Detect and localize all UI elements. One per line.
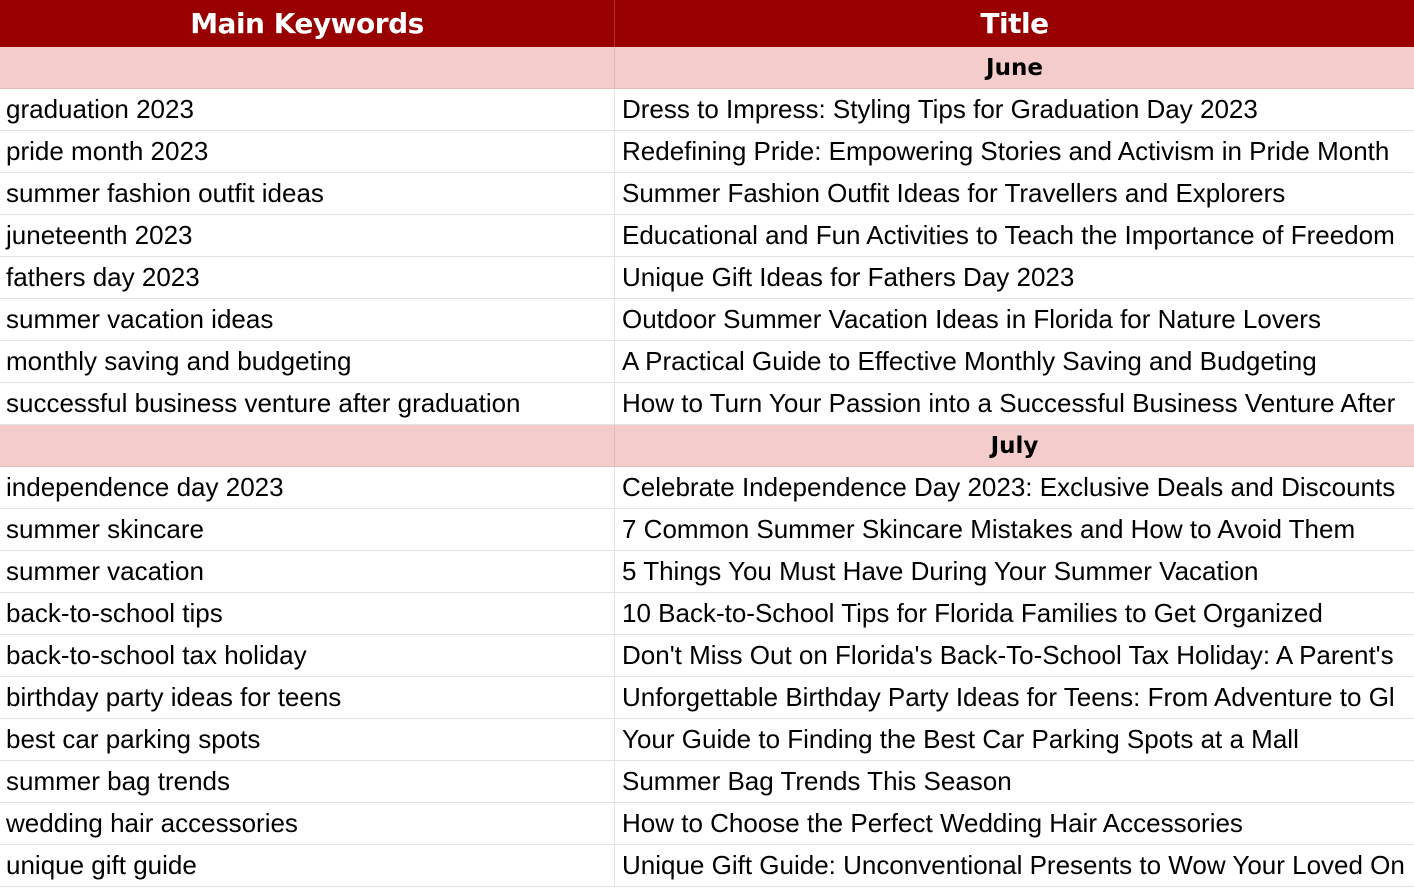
title-cell[interactable]: Summer Bag Trends This Season (622, 766, 1012, 796)
month-row-june (0, 47, 1414, 89)
table-row (0, 803, 1414, 845)
header-cell-main-keywords[interactable]: Main Keywords (0, 0, 615, 47)
keyword-cell[interactable]: unique gift guide (0, 845, 615, 886)
table-row (0, 845, 1414, 887)
table-row (0, 467, 1414, 509)
keyword-cell[interactable]: pride month 2023 (0, 131, 615, 172)
keyword-cell[interactable]: fathers day 2023 (0, 257, 615, 298)
keyword-cell[interactable]: back-to-school tax holiday (0, 635, 615, 676)
keyword-cell[interactable]: graduation 2023 (0, 89, 615, 130)
title-cell[interactable]: 10 Back-to-School Tips for Florida Families to Get Organized (622, 598, 1323, 628)
table-row (0, 509, 1414, 551)
keyword-cell[interactable]: successful business venture after graduation (0, 383, 615, 424)
table-row (0, 257, 1414, 299)
title-cell[interactable]: Unforgettable Birthday Party Ideas for Teens: From Adventure to Gl (622, 682, 1395, 712)
table-row (0, 593, 1414, 635)
keyword-cell[interactable]: summer bag trends (0, 761, 615, 802)
keyword-cell[interactable]: wedding hair accessories (0, 803, 615, 844)
title-cell[interactable]: Celebrate Independence Day 2023: Exclusive Deals and Discounts (622, 472, 1396, 502)
table-row (0, 89, 1414, 131)
month-cell-label[interactable]: June (986, 54, 1043, 81)
table-row (0, 383, 1414, 425)
table-row (0, 173, 1414, 215)
title-cell[interactable]: Your Guide to Finding the Best Car Parking Spots at a Mall (622, 724, 1299, 754)
title-cell[interactable]: Redefining Pride: Empowering Stories and Activism in Pride Month (622, 136, 1390, 166)
table-row (0, 761, 1414, 803)
month-cell-label[interactable]: July (990, 432, 1039, 459)
title-cell[interactable]: Summer Fashion Outfit Ideas for Travellers and Explorers (622, 178, 1286, 208)
table-row (0, 677, 1414, 719)
table-row (0, 131, 1414, 173)
month-row-july (0, 425, 1414, 467)
keyword-cell[interactable]: summer vacation ideas (0, 299, 615, 340)
keyword-cell[interactable]: summer skincare (0, 509, 615, 550)
keyword-cell[interactable]: back-to-school tips (0, 593, 615, 634)
title-cell[interactable]: Unique Gift Guide: Unconventional Presents to Wow Your Loved On (622, 850, 1405, 880)
table-row (0, 719, 1414, 761)
title-cell[interactable]: 5 Things You Must Have During Your Summer Vacation (622, 556, 1259, 586)
keyword-cell[interactable]: independence day 2023 (0, 467, 615, 508)
header-cell-title[interactable]: Title (980, 7, 1049, 40)
keyword-cell[interactable]: monthly saving and budgeting (0, 341, 615, 382)
table-row (0, 551, 1414, 593)
title-cell[interactable]: A Practical Guide to Effective Monthly Saving and Budgeting (622, 346, 1317, 376)
keyword-cell[interactable]: juneteenth 2023 (0, 215, 615, 256)
title-cell[interactable]: Don't Miss Out on Florida's Back-To-School Tax Holiday: A Parent's (622, 640, 1394, 670)
title-cell[interactable]: Outdoor Summer Vacation Ideas in Florida for Nature Lovers (622, 304, 1321, 334)
keyword-cell[interactable]: birthday party ideas for teens (0, 677, 615, 718)
table-row (0, 299, 1414, 341)
keyword-cell[interactable]: summer fashion outfit ideas (0, 173, 615, 214)
keyword-cell[interactable]: best car parking spots (0, 719, 615, 760)
table-row (0, 215, 1414, 257)
title-cell[interactable]: Unique Gift Ideas for Fathers Day 2023 (622, 262, 1075, 292)
title-cell[interactable]: Dress to Impress: Styling Tips for Graduation Day 2023 (622, 94, 1258, 124)
month-cell-empty[interactable] (0, 425, 615, 466)
table-row (0, 635, 1414, 677)
month-cell-empty[interactable] (0, 47, 615, 88)
title-cell[interactable]: How to Turn Your Passion into a Successful Business Venture After (622, 388, 1396, 418)
title-cell[interactable]: How to Choose the Perfect Wedding Hair Accessories (622, 808, 1243, 838)
header-row (0, 0, 1414, 47)
table-row (0, 341, 1414, 383)
title-cell[interactable]: 7 Common Summer Skincare Mistakes and How to Avoid Them (622, 514, 1356, 544)
title-cell[interactable]: Educational and Fun Activities to Teach the Importance of Freedom (622, 220, 1395, 250)
keyword-cell[interactable]: summer vacation (0, 551, 615, 592)
